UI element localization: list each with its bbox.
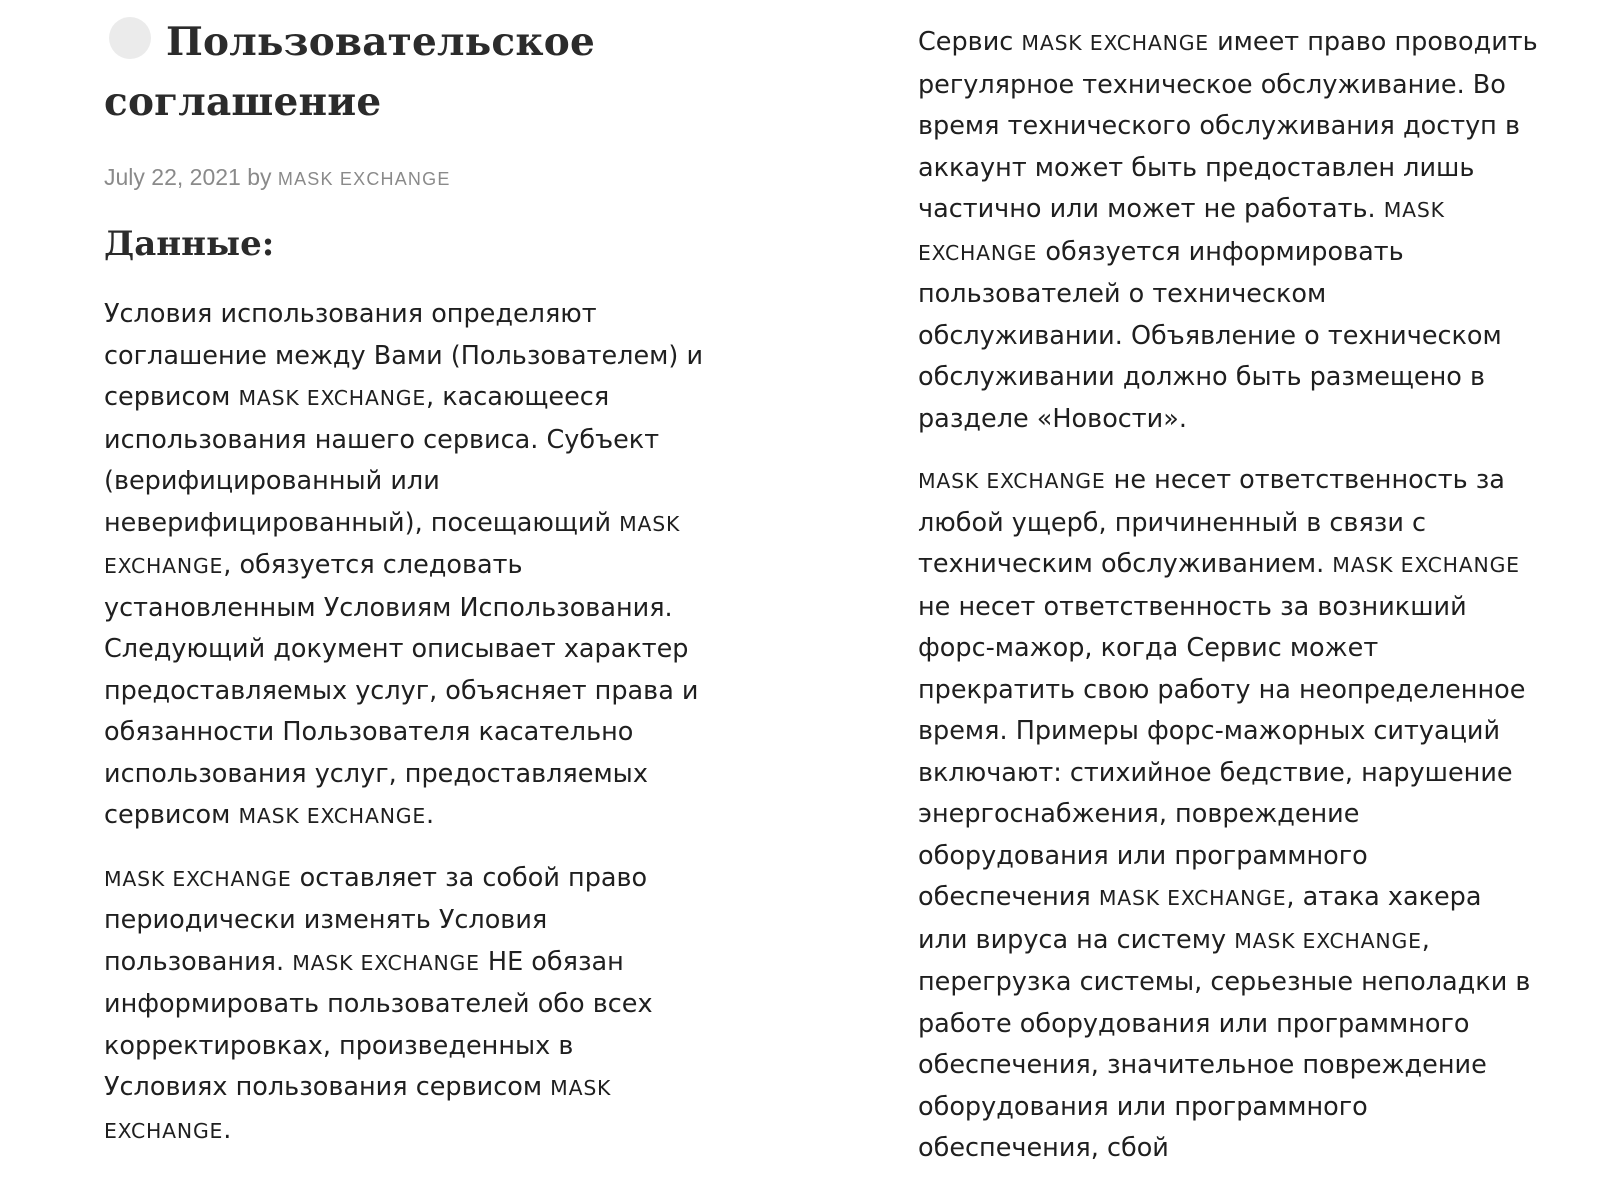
brand-name: MASK EXCHANGE bbox=[104, 1076, 612, 1143]
post-date[interactable]: July 22, 2021 bbox=[104, 164, 241, 190]
text-segment: имеет право проводить регулярное техническое обслуживание. Во время технического обслуживания доступ в аккаунт может быть предоставлен лишь частично или может не работать. bbox=[918, 27, 1538, 224]
section-heading: Данные: bbox=[104, 224, 275, 264]
text-segment: не несет ответственность за любой ущерб, причиненный в связи с техническим обслуживанием. bbox=[918, 465, 1505, 579]
text-segment: , обязуется следовать установленным Условиям Использования. Следующий документ описывает характер предоставляемых услуг, объясняет права и обязанности Пользователя касательно использования услуг, предоставляемых сервисом bbox=[104, 550, 699, 830]
brand-name: MASK EXCHANGE bbox=[1021, 31, 1209, 55]
brand-name: MASK EXCHANGE bbox=[918, 469, 1106, 493]
paragraph-liability bbox=[918, 460, 1538, 1170]
brand-name: MASK EXCHANGE bbox=[1332, 553, 1520, 577]
text-segment: Сервис bbox=[918, 27, 1022, 57]
text-segment: не несет ответственность за возникший форс-мажор, когда Сервис может прекратить свою работу на неопределенное время. Примеры форс-мажорных ситуаций включают: стихийное бедствие, нарушение энергоснабжения, повреждение оборудования или программного обеспечения bbox=[918, 591, 1526, 912]
right-column bbox=[918, 22, 1538, 1170]
text-segment: , перегрузка системы, серьезные неполадки в работе оборудования или программного обеспечения, значительное повреждение оборудования или программного обеспечения, сбой bbox=[918, 924, 1531, 1163]
text-segment: оставляет за собой право периодически изменять Условия пользования. bbox=[104, 862, 648, 977]
brand-name: MASK EXCHANGE bbox=[918, 198, 1445, 265]
page-title: Пользовательское соглашение bbox=[104, 19, 595, 125]
paragraph-terms-intro bbox=[104, 294, 704, 838]
text-segment: . bbox=[426, 800, 435, 830]
paragraph-maintenance bbox=[918, 22, 1538, 440]
brand-name: MASK EXCHANGE bbox=[1234, 928, 1422, 953]
text-segment: НЕ обязан информировать пользователей обо всех корректировках, произведенных в Условиях пользования сервисом bbox=[104, 946, 653, 1102]
text-segment: обязуется информировать пользователей о техническом обслуживании. Объявление о техническом обслуживании должно быть размещено в разделе «Новости». bbox=[918, 236, 1502, 434]
text-segment: Условия использования определяют соглашение между Вами (Пользователем) и сервисом bbox=[104, 299, 704, 412]
post-by: by bbox=[247, 164, 272, 190]
brand-name: MASK EXCHANGE bbox=[104, 511, 681, 578]
title-dot-icon bbox=[109, 17, 151, 59]
post-author[interactable]: MASK EXCHANGE bbox=[277, 169, 451, 189]
brand-name: MASK EXCHANGE bbox=[104, 866, 292, 891]
brand-name: MASK EXCHANGE bbox=[238, 804, 427, 828]
text-segment: . bbox=[223, 1114, 232, 1145]
brand-name: MASK EXCHANGE bbox=[292, 950, 480, 975]
post-meta bbox=[104, 162, 704, 194]
brand-name: MASK EXCHANGE bbox=[238, 386, 427, 410]
text-segment: , касающееся использования нашего сервиса. Субъект (верифицированный или неверифицированный), посещающий bbox=[104, 382, 660, 538]
brand-name: MASK EXCHANGE bbox=[1098, 886, 1287, 910]
left-column bbox=[104, 0, 704, 1152]
paragraph-terms-changes bbox=[104, 858, 704, 1153]
title-block bbox=[104, 12, 704, 132]
text-segment: , атака хакера или вируса на систему bbox=[918, 882, 1482, 955]
